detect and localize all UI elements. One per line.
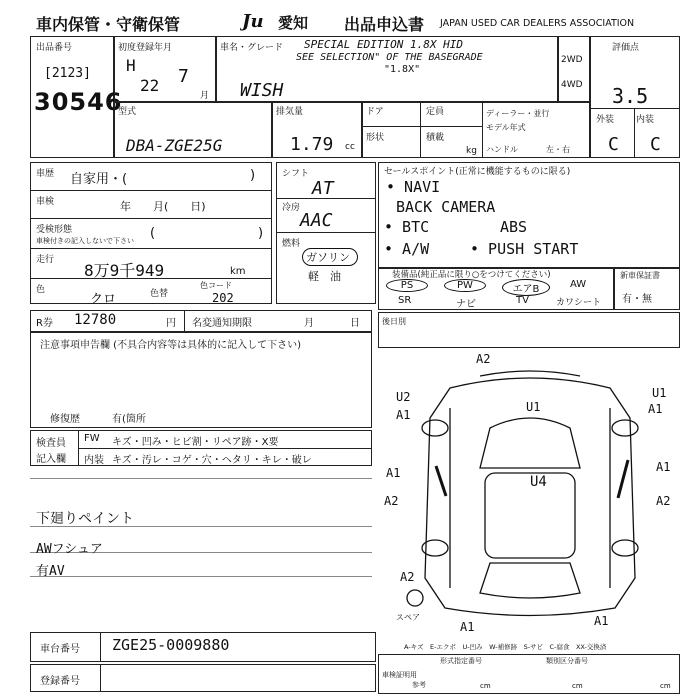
color-value: クロ <box>90 292 117 307</box>
cm-label: cm <box>660 682 671 690</box>
capacity-label: 定員 <box>426 107 445 117</box>
dealer-label: ディーラー・並行 <box>486 109 550 118</box>
lot-label: 出品番号 <box>36 43 73 53</box>
color-label: 色 <box>36 285 46 295</box>
drive-2wd: 2WD <box>561 55 583 65</box>
chassis-label: 車台番号 <box>40 644 80 655</box>
score-label: 評価点 <box>612 43 640 53</box>
inspector-label: 検査員 <box>36 438 66 449</box>
equipment-leather: カワシート <box>556 298 602 308</box>
fuel-gasoline: ガソリン <box>306 251 350 264</box>
spare-label: スペア <box>396 613 420 622</box>
history-value: 自家用・( <box>70 172 128 187</box>
handle-value: 左・右 <box>546 145 570 154</box>
recycle-value: 12780 <box>74 312 117 328</box>
model-value: DBA-ZGE25G <box>126 136 223 155</box>
mileage-label: 走行 <box>36 255 55 265</box>
shaken-label: 車検 <box>36 197 55 207</box>
page-title: 車内保管・守衛保管 <box>36 15 181 34</box>
inspector-row1-tag: FW <box>84 433 100 444</box>
lot-sub: [2123] <box>44 66 91 81</box>
diagram-mark: A2 <box>400 570 415 584</box>
association-name: JAPAN USED CAR DEALERS ASSOCIATION <box>440 18 635 29</box>
diagram-mark: A1 <box>648 402 663 416</box>
equipment-airbag: エアB <box>502 279 550 296</box>
history-close: ) <box>250 168 256 183</box>
receive-label: 受検形態 <box>36 225 73 235</box>
registration-era: H <box>126 56 136 75</box>
shift-value: AT <box>312 178 334 199</box>
grade-line1: SPECIAL EDITION 1.8X HID <box>304 38 463 51</box>
guarantee-label: 新車保証書 <box>620 271 660 280</box>
recycle-yen: 円 <box>166 318 176 329</box>
color-code-value: 202 <box>212 291 234 305</box>
diagram-mark: U1 <box>526 400 541 414</box>
deadline-label: 名変通知期限 <box>192 318 252 329</box>
diagram-mark: A2 <box>656 494 671 508</box>
receive-note: 車検付きの記入しないで下さい <box>36 237 134 245</box>
displacement-value: 1.79 <box>290 134 334 155</box>
registration-year: 22 <box>140 76 160 95</box>
sales-point-aw: • A/W <box>384 240 430 258</box>
recycle-label: R券 <box>36 318 53 329</box>
deadline-month: 月 <box>304 318 314 329</box>
cert-label: 車検証明用 <box>382 671 417 679</box>
diagram-mark: A1 <box>386 466 401 480</box>
diagram-mark: U4 <box>530 474 547 490</box>
equipment-ps: PS <box>386 279 428 292</box>
repair-label: 修復歴 <box>50 414 80 425</box>
lot-number: 30546 <box>34 88 123 116</box>
diagram-mark: A2 <box>476 352 491 366</box>
car-diagram <box>380 348 680 638</box>
equipment-aw: AW <box>570 279 587 290</box>
displacement-label: 排気量 <box>276 107 304 117</box>
drive-box <box>558 36 590 102</box>
back-date-label: 後日別 <box>382 317 406 326</box>
registration-month: 7 <box>178 66 189 87</box>
inspector-row2-tag: 内装 <box>84 455 104 466</box>
history-label: 車歴 <box>36 169 55 179</box>
equipment-sr: SR <box>398 295 412 306</box>
registration-number-box <box>30 664 376 692</box>
score-interior: C <box>650 134 661 155</box>
equipment-tv: TV <box>516 295 529 306</box>
diagram-mark: U1 <box>652 386 667 400</box>
sales-point-navi: • NAVI <box>386 178 441 196</box>
fuel-label: 燃料 <box>282 239 301 249</box>
equipment-label: 装備品(純正品に限り○をつけてください) <box>392 270 551 280</box>
door-label: ドア <box>366 107 384 117</box>
ref-label: 参考 <box>412 681 426 689</box>
registration-month-unit: 月 <box>200 91 210 101</box>
grade-line2: SEE SELECTION" OF THE BASEGRADE <box>296 52 483 63</box>
diagram-mark: A1 <box>594 614 609 628</box>
receive-paren-close: ) <box>258 226 264 241</box>
model-label: 型式 <box>118 107 137 117</box>
shape-label: 形状 <box>366 133 385 143</box>
mileage-unit: km <box>230 266 246 277</box>
cm-label: cm <box>572 682 583 690</box>
color-code-label: 色コード <box>200 281 232 290</box>
repair-value: 有(箇所 <box>112 414 146 425</box>
fuel-diesel: 軽 油 <box>308 270 341 283</box>
vehicle-name-label: 車名・グレード <box>220 43 284 53</box>
diagram-mark: A1 <box>656 460 671 474</box>
svg-text:Ju: Ju <box>242 11 264 31</box>
diagram-mark: A2 <box>384 494 399 508</box>
form-title: 出品申込書 <box>344 15 425 34</box>
inspector-row1: キズ・凹み・ヒビ割・リペア跡・X要 <box>112 437 279 448</box>
diagram-mark: A1 <box>460 620 475 634</box>
handle-label: ハンドル <box>486 145 518 154</box>
score-interior-label: 内装 <box>636 115 655 125</box>
ac-value: AAC <box>300 210 333 231</box>
class-number-label: 類別区分番号 <box>546 657 588 665</box>
kg-label: kg <box>466 146 477 156</box>
score-exterior: C <box>608 134 619 155</box>
ju-logo <box>240 9 276 31</box>
drive-4wd: 4WD <box>561 80 583 90</box>
grade-line3: "1.8X" <box>384 64 421 75</box>
inspector-row2: キズ・汚レ・コゲ・穴・ヘタリ・キレ・破レ <box>112 455 312 466</box>
registration-number-label: 登録番号 <box>40 676 80 687</box>
equipment-navi: ナビ <box>456 299 476 310</box>
equipment-pw: PW <box>444 279 486 292</box>
sales-point-push: • PUSH START <box>470 240 579 258</box>
guarantee-value: 有・無 <box>622 294 652 305</box>
memo-line1: 下廻りペイント <box>36 511 134 527</box>
memo-line2: AWフシュア <box>36 542 103 557</box>
sales-point-camera: BACK CAMERA <box>396 198 496 216</box>
load-label: 積載 <box>426 133 445 143</box>
diagram-mark: A1 <box>396 408 411 422</box>
displacement-unit: cc <box>345 142 355 152</box>
mileage-value: 8万9千949 <box>84 261 165 280</box>
ac-label: 冷房 <box>282 203 301 213</box>
sales-point-btc: • BTC <box>384 218 430 236</box>
score-exterior-label: 外装 <box>596 115 615 125</box>
cm-label: cm <box>480 682 491 690</box>
diagram-mark: U2 <box>396 390 411 404</box>
damage-legend: A-キズ E-エクボ U-凹み W-補修跡 S-サビ C-腐食 XX-交換済 <box>404 643 607 651</box>
back-date-box <box>378 312 680 348</box>
memo-line3: 有AV <box>36 564 65 579</box>
entry-label: 記入欄 <box>36 454 66 465</box>
model-year-label: モデル年式 <box>486 123 526 132</box>
org-name: 愛知 <box>278 14 309 32</box>
sales-points-label: セールスポイント(正常に機能するものに限る) <box>384 167 571 177</box>
shift-label: シフト <box>282 169 310 179</box>
form-number-label: 形式指定番号 <box>440 657 482 665</box>
shaken-value: 年 月( 日) <box>120 200 206 213</box>
score-value: 3.5 <box>612 84 649 108</box>
vehicle-name: WISH <box>240 80 284 101</box>
chassis-value: ZGE25-0009880 <box>112 636 230 654</box>
deadline-day: 日 <box>350 318 360 329</box>
registration-label: 初度登録年月 <box>118 43 173 53</box>
color-change-label: 色替 <box>150 289 169 299</box>
receive-paren-open: ( <box>150 226 156 241</box>
sales-point-abs: ABS <box>500 218 528 236</box>
notes-label: 注意事項申告欄 (不具合内容等は具体的に記入して下さい) <box>40 340 301 351</box>
